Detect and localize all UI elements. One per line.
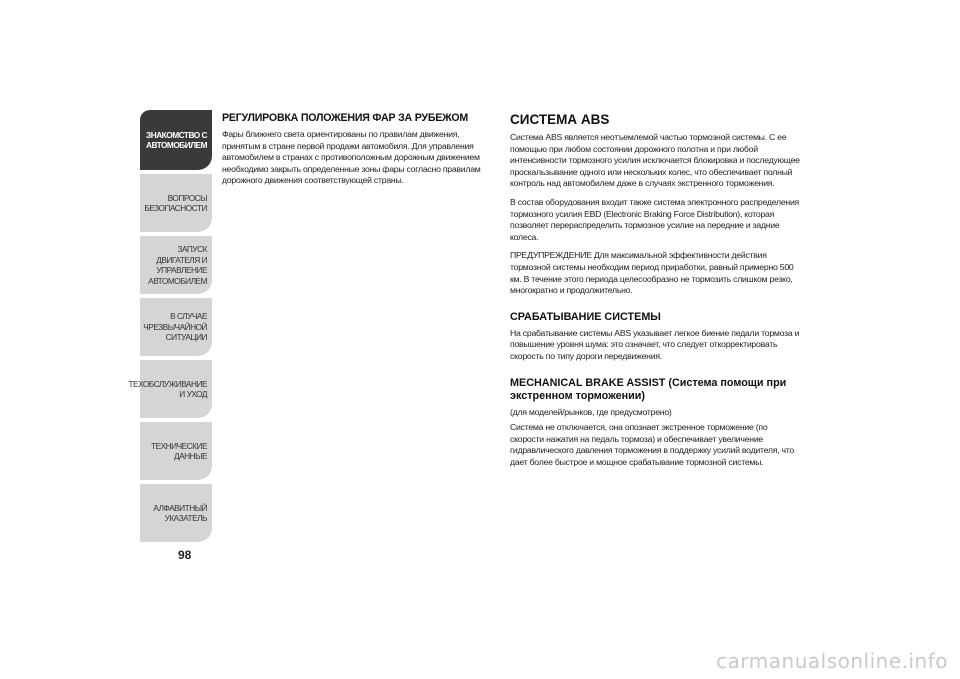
abs-activation-body: На срабатывание системы ABS указывает легкое биение педали тормоза и повышение уровня шума: это означает, что следует откорректировать скорость по типу дороги передвижения. — [510, 327, 800, 361]
left-column — [222, 112, 497, 194]
page-number: 98 — [178, 548, 192, 562]
tab-technical-data[interactable]: ТЕХНИЧЕСКИЕ ДАННЫЕ — [140, 420, 212, 480]
headlight-section-heading: РЕГУЛИРОВКА ПОЛОЖЕНИЯ ФАР ЗА РУБЕЖОМ — [222, 112, 468, 124]
tab-index[interactable]: АЛФАВИТНЫЙ УКАЗАТЕЛЬ — [140, 482, 212, 542]
tab-vehicle-overview[interactable]: ЗНАКОМСТВО С АВТОМОБИЛЕМ — [140, 110, 212, 170]
headlight-section-body: Фары ближнего света ориентированы по правилам движения, принятым в стране первой продажи автомобиля. Для управления автомобилем в странах с противоположным дорожным движением необходимо закрыть определенные зоны фары согласно правилам дорожного движения соответствующей страны. — [222, 129, 481, 186]
brake-assist-note: (для моделей/рынков, где предусмотрено) — [510, 406, 672, 417]
tab-safety[interactable]: ВОПРОСЫ БЕЗОПАСНОСТИ — [140, 172, 212, 232]
tab-maintenance[interactable]: ТЕХОБСЛУЖИВАНИЕ И УХОД — [140, 358, 212, 418]
abs-warning: ПРЕДУПРЕЖДЕНИЕ Для максимальной эффективности действия тормозной системы необходим период приработки, равный примерно 500 км. В течение этого периода целесообразно не тормозить слишком резко, многократно и продолжительно. — [510, 250, 794, 296]
right-column — [510, 112, 800, 475]
abs-section-title: СИСТЕМА ABS — [510, 112, 610, 127]
tab-emergency[interactable]: В СЛУЧАЕ ЧРЕЗВЫЧАЙНОЙ СИТУАЦИИ — [140, 296, 212, 356]
brake-assist-heading: MECHANICAL BRAKE ASSIST (Система помощи при экстренном торможении) — [510, 376, 787, 402]
abs-paragraph-2: В состав оборудования входит также система электронного распределения тормозного усилия EBD (Electronic Braking Force Distribution), которая позволяет перераспределить тормозное усилие на передние и задние колеса. — [510, 196, 800, 242]
tab-starting-driving[interactable]: ЗАПУСК ДВИГАТЕЛЯ И УПРАВЛЕНИЕ АВТОМОБИЛЕМ — [140, 234, 212, 294]
brake-assist-body: Система не отключается, она опознает экстренное торможение (по скорости нажатия на педаль тормоза) и обеспечивает увеличение гидравлического давления торможения в поддержку усилий водителя, что дает более быстрое и мощное срабатывание тормозной системы. — [510, 422, 795, 467]
abs-paragraph-1: Система ABS является неотъемлемой частью тормозной системы. С ее помощью при любом состоянии дорожного полотна и при любой интенсивности тормозного усилия исключается блокировка и последующее проскальзывание одного или нескольких колес, что обеспечивает полный контроль над автомобилем даже в случаях экстренного торможения. — [510, 132, 800, 189]
watermark: carmanualsonline.info — [716, 649, 948, 673]
abs-activation-heading: СРАБАТЫВАНИЕ СИСТЕМЫ — [510, 310, 661, 323]
